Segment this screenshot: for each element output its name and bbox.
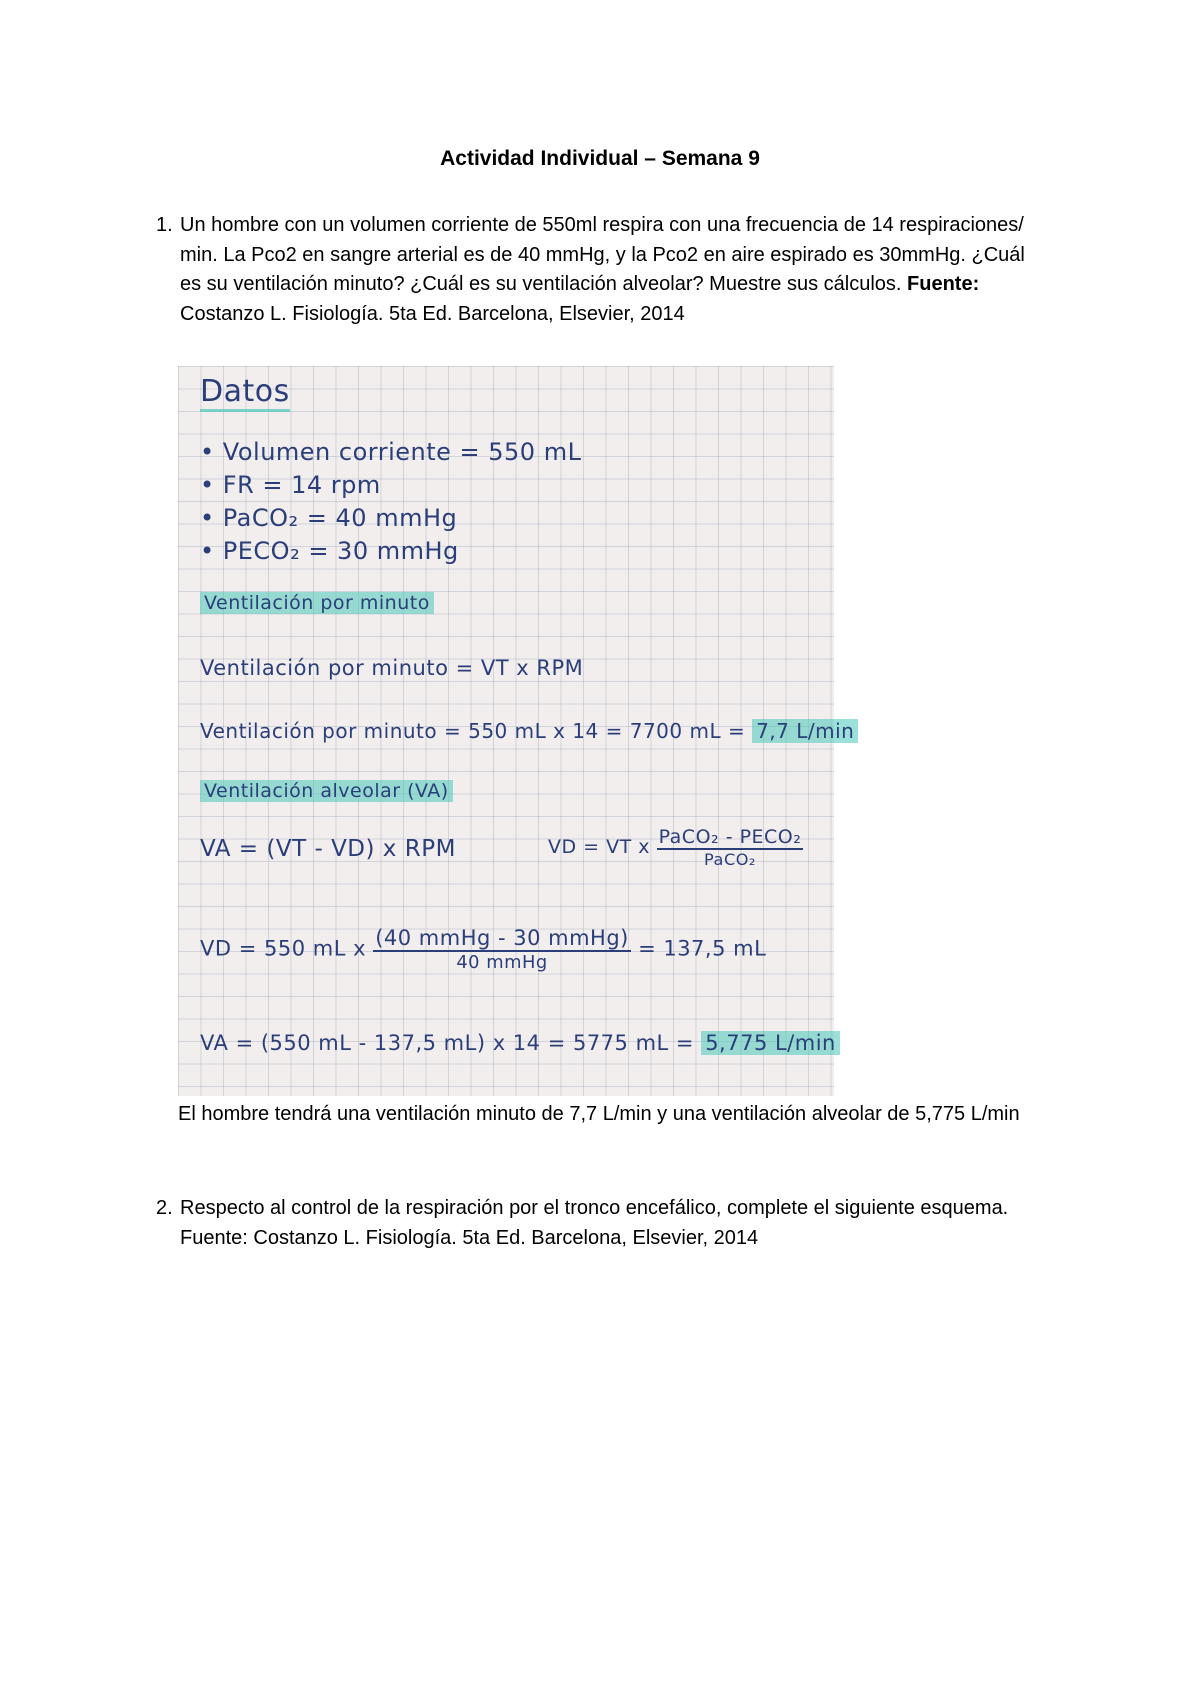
dead-space-calc: VD = 550 mL x $\frac{\text{(40 mmHg - 30 mmHg)}}{\text{40 mmHg}}$ = 137,5 mL xyxy=(200,926,767,973)
question-2-text: Respecto al control de la respiración por el tronco encefálico, complete el siguiente esquema. Fuente: Costanzo L. Fisiología. 5ta Ed. Barcelona, Elsevier, 2014 xyxy=(180,1197,1009,1249)
datos-item-volume: • Volumen corriente = 550 mL xyxy=(200,438,582,466)
dead-space-formula: VD = VT x $\frac{\text{PaCO₂ - PECO₂}}{\text{PaCO₂}}$ xyxy=(548,826,802,869)
notebook-photo xyxy=(178,366,855,1096)
question-2-number: 2. xyxy=(156,1197,173,1219)
question-1-source-label: Fuente: xyxy=(907,273,980,295)
datos-item-fr: • FR = 14 rpm xyxy=(200,471,381,499)
datos-item-paco2: • PaCO₂ = 40 mmHg xyxy=(200,504,458,532)
alveolar-ventilation-formula: VA = (VT - VD) x RPM xyxy=(200,836,456,862)
question-1-number: 1. xyxy=(156,214,173,236)
datos-item-peco2: • PECO₂ = 30 mmHg xyxy=(200,537,459,565)
question-1-text: Un hombre con un volumen corriente de 550ml respira con una frecuencia de 14 respiraciones/ min. La Pco2 en sangre arterial es de 40 mmHg, y la Pco2 en aire espirado es 30mmHg. ¿Cuál es su ventilación minuto? ¿Cuál es su ventilación alveolar? Muestre sus cálculos. xyxy=(180,214,1025,295)
question-1 xyxy=(156,211,1030,329)
minute-ventilation-heading: Ventilación por minuto xyxy=(200,592,434,614)
alveolar-ventilation-heading: Ventilación alveolar (VA) xyxy=(200,780,453,802)
minute-ventilation-formula: Ventilación por minuto = VT x RPM xyxy=(200,656,584,680)
minute-ventilation-result: 7,7 L/min xyxy=(752,719,858,743)
alveolar-ventilation-result: 5,775 L/min xyxy=(701,1031,840,1055)
question-1-source-text: Costanzo L. Fisiología. 5ta Ed. Barcelona, Elsevier, 2014 xyxy=(180,302,685,325)
question-2 xyxy=(156,1194,1030,1253)
datos-title: Datos xyxy=(200,374,290,412)
minute-ventilation-calc: Ventilación por minuto = 550 mL x 14 = 7700 mL = 7,7 L/min xyxy=(200,719,858,743)
answer-text: El hombre tendrá una ventilación minuto de 7,7 L/min y una ventilación alveolar de 5,775 L/min xyxy=(178,1103,1020,1125)
page-title: Actividad Individual – Semana 9 xyxy=(440,147,760,170)
alveolar-ventilation-calc: VA = (550 mL - 137,5 mL) x 14 = 5775 mL = 5,775 L/min xyxy=(200,1031,840,1055)
